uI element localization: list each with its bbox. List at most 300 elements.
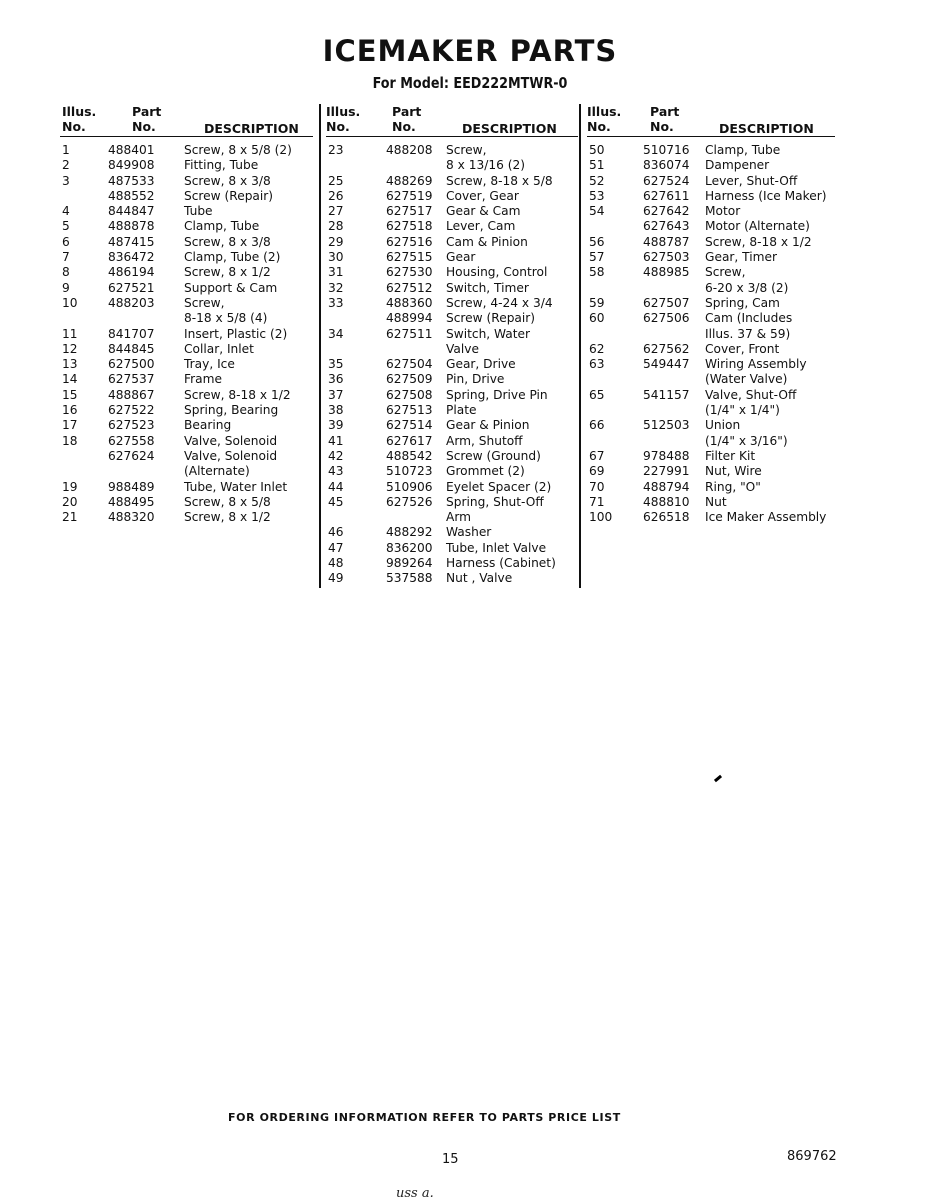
part-number: 541157 <box>643 387 690 402</box>
part-row <box>60 281 313 296</box>
illus-number: 56 <box>589 234 605 249</box>
part-row <box>326 403 578 418</box>
part-number: 486194 <box>108 265 155 280</box>
part-row <box>60 265 313 280</box>
part-number: 836472 <box>108 250 155 265</box>
part-row <box>60 342 313 357</box>
part-description: Screw, 8 x 1/2 <box>184 265 271 280</box>
parts-column-1 <box>60 104 313 525</box>
illus-number: 62 <box>589 341 605 356</box>
illus-number: 19 <box>62 479 78 494</box>
part-number: 627523 <box>108 418 155 433</box>
part-description: Harness (Ice Maker) <box>705 188 827 203</box>
part-description: Cam (Includes <box>705 311 793 326</box>
part-row <box>587 449 835 464</box>
part-description: Gear <box>446 250 476 265</box>
part-number: 627526 <box>386 494 433 509</box>
part-number: 488794 <box>643 479 690 494</box>
column-header <box>60 104 313 136</box>
part-row <box>326 495 578 510</box>
part-description: 8-18 x 5/8 (4) <box>184 311 268 326</box>
part-row <box>60 464 313 479</box>
header-part-no: No. <box>650 119 674 134</box>
part-description: Spring, Shut-Off <box>446 494 544 509</box>
header-description: DESCRIPTION <box>462 120 557 136</box>
model-subtitle: For Model: EED222MTWR-0 <box>372 74 568 92</box>
part-row <box>326 556 578 571</box>
part-description: Screw, <box>446 143 487 157</box>
part-row <box>326 510 578 525</box>
part-row <box>60 403 313 418</box>
part-description: Filter Kit <box>705 448 756 463</box>
column-header <box>587 104 835 136</box>
part-description: Pin, Drive <box>446 372 505 387</box>
part-number: 989264 <box>386 556 433 571</box>
part-description: (Water Valve) <box>705 372 788 387</box>
part-description: Fitting, Tube <box>184 158 259 173</box>
part-number: 836074 <box>643 158 690 173</box>
part-description: Screw, 8 x 5/8 <box>184 494 271 509</box>
part-row <box>587 311 835 326</box>
part-row <box>60 189 313 204</box>
part-number: 487533 <box>108 173 155 188</box>
part-row <box>60 418 313 433</box>
illus-number: 47 <box>328 540 344 555</box>
illus-number: 57 <box>589 250 605 265</box>
illus-number: 26 <box>328 188 344 203</box>
part-number: 627562 <box>643 341 690 356</box>
part-description: Eyelet Spacer (2) <box>446 479 552 494</box>
part-description: Gear & Cam <box>446 204 521 219</box>
part-number: 844847 <box>108 204 155 219</box>
part-row <box>60 434 313 449</box>
part-description: Valve <box>446 341 479 356</box>
ordering-footer: FOR ORDERING INFORMATION REFER TO PARTS PRICE LIST <box>228 1111 621 1124</box>
part-row <box>60 143 313 158</box>
header-illus: Illus. <box>326 104 361 119</box>
part-description: Tray, Ice <box>184 357 235 372</box>
header-rule <box>587 136 835 137</box>
illus-number: 6 <box>62 234 70 249</box>
part-row <box>326 357 578 372</box>
header-illus: Illus. <box>587 104 622 119</box>
part-row <box>60 311 313 326</box>
part-row <box>326 265 578 280</box>
illus-number: 17 <box>62 418 78 433</box>
part-row <box>326 250 578 265</box>
parts-column-2 <box>326 104 578 587</box>
part-description: Screw, <box>705 265 746 280</box>
part-description: Support & Cam <box>184 280 278 295</box>
part-description: Clamp, Tube (2) <box>184 250 281 265</box>
part-description: Screw (Ground) <box>446 448 541 463</box>
part-description: Union <box>705 418 741 433</box>
part-description: Screw, 8 x 5/8 (2) <box>184 143 292 157</box>
part-number: 488269 <box>386 173 433 188</box>
part-number: 627611 <box>643 188 690 203</box>
part-number: 488401 <box>108 143 155 157</box>
part-number: 549447 <box>643 357 690 372</box>
part-description: Tube, Water Inlet <box>184 479 288 494</box>
part-number: 627518 <box>386 219 433 234</box>
part-row <box>60 158 313 173</box>
part-row <box>326 189 578 204</box>
part-description: Screw, 8 x 3/8 <box>184 234 271 249</box>
illus-number: 16 <box>62 403 78 418</box>
illus-number: 42 <box>328 448 344 463</box>
illus-number: 58 <box>589 265 605 280</box>
part-row <box>60 388 313 403</box>
part-number: 627511 <box>386 326 433 341</box>
part-number: 627537 <box>108 372 155 387</box>
illus-number: 65 <box>589 387 605 402</box>
part-description: Screw, 8 x 3/8 <box>184 173 271 188</box>
part-description: Cam & Pinion <box>446 234 528 249</box>
part-description: Cover, Gear <box>446 188 519 203</box>
illus-number: 8 <box>62 265 70 280</box>
illus-number: 34 <box>328 326 344 341</box>
part-row <box>326 143 578 158</box>
part-description: Lever, Cam <box>446 219 516 234</box>
part-number: 488985 <box>643 265 690 280</box>
part-row <box>326 342 578 357</box>
part-row <box>326 525 578 540</box>
part-row <box>326 174 578 189</box>
illus-number: 32 <box>328 280 344 295</box>
illus-number: 50 <box>589 143 605 157</box>
part-number: 488810 <box>643 494 690 509</box>
part-row <box>326 281 578 296</box>
part-row <box>326 571 578 586</box>
illus-number: 13 <box>62 357 78 372</box>
part-number: 627558 <box>108 433 155 448</box>
part-row <box>326 480 578 495</box>
part-description: Plate <box>446 403 477 418</box>
part-description: Grommet (2) <box>446 464 525 479</box>
part-number: 627519 <box>386 188 433 203</box>
part-number: 488208 <box>386 143 433 157</box>
header-illus: Illus. <box>62 104 97 119</box>
illus-number: 46 <box>328 525 344 540</box>
part-row <box>587 388 835 403</box>
illus-number: 20 <box>62 494 78 509</box>
part-description: Spring, Bearing <box>184 403 279 418</box>
column-divider <box>579 104 581 588</box>
illus-number: 10 <box>62 295 78 310</box>
column-header <box>326 104 578 136</box>
handwritten-note: uss a. <box>396 1186 434 1201</box>
part-row <box>587 189 835 204</box>
part-number: 488994 <box>386 311 433 326</box>
part-description: Housing, Control <box>446 265 548 280</box>
part-number: 488542 <box>386 448 433 463</box>
illus-number: 100 <box>589 510 613 525</box>
part-description: Cover, Front <box>705 341 780 356</box>
part-number: 627504 <box>386 357 433 372</box>
illus-number: 41 <box>328 433 344 448</box>
part-row <box>587 235 835 250</box>
part-row <box>60 296 313 311</box>
part-number: 510716 <box>643 143 690 157</box>
part-description: Wiring Assembly <box>705 357 807 372</box>
part-row <box>587 281 835 296</box>
parts-rows <box>326 143 578 587</box>
part-row <box>587 204 835 219</box>
part-row <box>60 250 313 265</box>
part-description: (1/4" x 3/16") <box>705 433 788 448</box>
illus-number: 25 <box>328 173 344 188</box>
part-description: Motor <box>705 204 741 219</box>
part-description: Valve, Solenoid <box>184 448 278 463</box>
part-description: 8 x 13/16 (2) <box>446 158 525 173</box>
part-number: 627524 <box>643 173 690 188</box>
illus-number: 48 <box>328 556 344 571</box>
part-row <box>326 418 578 433</box>
illus-number: 36 <box>328 372 344 387</box>
illus-number: 67 <box>589 448 605 463</box>
header-part: Part <box>392 104 422 119</box>
illus-number: 9 <box>62 280 70 295</box>
part-number: 627624 <box>108 448 155 463</box>
illus-number: 35 <box>328 357 344 372</box>
part-number: 627522 <box>108 403 155 418</box>
illus-number: 3 <box>62 173 70 188</box>
part-number: 627521 <box>108 280 155 295</box>
part-row <box>326 204 578 219</box>
part-row <box>60 204 313 219</box>
part-number: 849908 <box>108 158 155 173</box>
part-number: 227991 <box>643 464 690 479</box>
part-number: 627516 <box>386 234 433 249</box>
illus-number: 2 <box>62 158 70 173</box>
part-description: Bearing <box>184 418 232 433</box>
part-description: Gear & Pinion <box>446 418 530 433</box>
part-number: 488292 <box>386 525 433 540</box>
part-number: 988489 <box>108 479 155 494</box>
header-part: Part <box>132 104 162 119</box>
part-number: 627617 <box>386 433 433 448</box>
part-number: 487415 <box>108 234 155 249</box>
page-number: 15 <box>442 1152 459 1167</box>
illus-number: 70 <box>589 479 605 494</box>
part-number: 627517 <box>386 204 433 219</box>
part-description: Gear, Timer <box>705 250 778 265</box>
part-number: 512503 <box>643 418 690 433</box>
illus-number: 21 <box>62 510 78 525</box>
illus-number: 15 <box>62 387 78 402</box>
part-row <box>326 219 578 234</box>
part-number: 627514 <box>386 418 433 433</box>
part-row <box>326 235 578 250</box>
part-description: Harness (Cabinet) <box>446 556 556 571</box>
part-description: Frame <box>184 372 222 387</box>
illus-number: 49 <box>328 571 344 586</box>
part-row <box>60 449 313 464</box>
illus-number: 39 <box>328 418 344 433</box>
illus-number: 38 <box>328 403 344 418</box>
part-description: Valve, Shut-Off <box>705 387 797 402</box>
part-description: Dampener <box>705 158 770 173</box>
part-description: Spring, Cam <box>705 295 780 310</box>
part-description: Nut , Valve <box>446 571 513 586</box>
part-number: 627509 <box>386 372 433 387</box>
part-description: Screw, 8-18 x 5/8 <box>446 173 553 188</box>
parts-rows <box>60 143 313 525</box>
part-row <box>587 403 835 418</box>
part-number: 626518 <box>643 510 690 525</box>
header-no: No. <box>326 119 350 134</box>
part-description: Switch, Water <box>446 326 531 341</box>
illus-number: 51 <box>589 158 605 173</box>
part-number: 844845 <box>108 341 155 356</box>
illus-number: 31 <box>328 265 344 280</box>
part-number: 627503 <box>643 250 690 265</box>
part-description: Tube <box>184 204 213 219</box>
part-row <box>587 250 835 265</box>
header-part-no: No. <box>392 119 416 134</box>
part-number: 627643 <box>643 219 690 234</box>
illus-number: 53 <box>589 188 605 203</box>
part-description: Screw, <box>184 295 225 310</box>
part-row <box>587 174 835 189</box>
part-description: (Alternate) <box>184 464 250 479</box>
part-row <box>326 327 578 342</box>
part-number: 978488 <box>643 448 690 463</box>
stray-mark <box>714 775 722 782</box>
part-number: 488360 <box>386 295 433 310</box>
part-description: Clamp, Tube <box>705 143 781 157</box>
part-row <box>326 541 578 556</box>
header-part-no: No. <box>132 119 156 134</box>
illus-number: 37 <box>328 387 344 402</box>
part-row <box>326 296 578 311</box>
illus-number: 7 <box>62 250 70 265</box>
illus-number: 11 <box>62 326 78 341</box>
part-description: Clamp, Tube <box>184 219 260 234</box>
part-row <box>326 388 578 403</box>
part-row <box>60 219 313 234</box>
illus-number: 71 <box>589 494 605 509</box>
illus-number: 43 <box>328 464 344 479</box>
part-number: 627530 <box>386 265 433 280</box>
part-number: 627508 <box>386 387 433 402</box>
illus-number: 54 <box>589 204 605 219</box>
part-number: 627513 <box>386 403 433 418</box>
part-row <box>587 158 835 173</box>
part-number: 627506 <box>643 311 690 326</box>
part-number: 488787 <box>643 234 690 249</box>
part-row <box>326 311 578 326</box>
part-description: Insert, Plastic (2) <box>184 326 288 341</box>
illus-number: 4 <box>62 204 70 219</box>
part-row <box>587 434 835 449</box>
part-number: 510906 <box>386 479 433 494</box>
illus-number: 44 <box>328 479 344 494</box>
part-row <box>587 265 835 280</box>
illus-number: 45 <box>328 494 344 509</box>
part-number: 488203 <box>108 295 155 310</box>
part-number: 488495 <box>108 494 155 509</box>
part-number: 488867 <box>108 387 155 402</box>
illus-number: 33 <box>328 295 344 310</box>
part-number: 841707 <box>108 326 155 341</box>
part-row <box>587 464 835 479</box>
part-row <box>60 495 313 510</box>
part-number: 488320 <box>108 510 155 525</box>
header-rule <box>326 136 578 137</box>
part-row <box>587 495 835 510</box>
part-description: 6-20 x 3/8 (2) <box>705 280 789 295</box>
part-row <box>60 357 313 372</box>
part-description: Gear, Drive <box>446 357 516 372</box>
part-row <box>326 372 578 387</box>
part-number: 627507 <box>643 295 690 310</box>
part-row <box>587 372 835 387</box>
header-description: DESCRIPTION <box>204 120 299 136</box>
illus-number: 69 <box>589 464 605 479</box>
part-row <box>587 296 835 311</box>
part-row <box>326 434 578 449</box>
illus-number: 60 <box>589 311 605 326</box>
part-description: Washer <box>446 525 492 540</box>
part-description: Screw (Repair) <box>446 311 536 326</box>
part-description: Arm, Shutoff <box>446 433 523 448</box>
part-row <box>587 357 835 372</box>
part-description: Spring, Drive Pin <box>446 387 548 402</box>
part-description: Arm <box>446 510 472 525</box>
part-number: 488878 <box>108 219 155 234</box>
part-row <box>587 219 835 234</box>
part-description: Screw, 4-24 x 3/4 <box>446 295 553 310</box>
part-description: Lever, Shut-Off <box>705 173 798 188</box>
document-number: 869762 <box>787 1149 837 1164</box>
part-row <box>326 158 578 173</box>
illus-number: 5 <box>62 219 70 234</box>
illus-number: 23 <box>328 143 344 157</box>
illus-number: 1 <box>62 143 70 157</box>
part-row <box>60 235 313 250</box>
part-row <box>60 327 313 342</box>
part-description: Screw, 8-18 x 1/2 <box>705 234 812 249</box>
part-row <box>587 418 835 433</box>
part-row <box>326 449 578 464</box>
part-number: 510723 <box>386 464 433 479</box>
part-description: (1/4" x 1/4") <box>705 403 780 418</box>
illus-number: 27 <box>328 204 344 219</box>
part-description: Collar, Inlet <box>184 341 254 356</box>
illus-number: 28 <box>328 219 344 234</box>
part-description: Valve, Solenoid <box>184 433 278 448</box>
part-description: Motor (Alternate) <box>705 219 810 234</box>
part-description: Ring, "O" <box>705 479 761 494</box>
illus-number: 30 <box>328 250 344 265</box>
illus-number: 12 <box>62 341 78 356</box>
part-number: 627500 <box>108 357 155 372</box>
header-part: Part <box>650 104 680 119</box>
part-description: Nut, Wire <box>705 464 762 479</box>
parts-column-3 <box>587 104 835 525</box>
part-description: Tube, Inlet Valve <box>446 540 547 555</box>
header-no: No. <box>62 119 86 134</box>
part-row <box>587 327 835 342</box>
part-number: 627642 <box>643 204 690 219</box>
illus-number: 66 <box>589 418 605 433</box>
illus-number: 59 <box>589 295 605 310</box>
part-description: Ice Maker Assembly <box>705 510 827 525</box>
part-description: Screw (Repair) <box>184 188 274 203</box>
part-number: 488552 <box>108 188 155 203</box>
part-row <box>60 372 313 387</box>
